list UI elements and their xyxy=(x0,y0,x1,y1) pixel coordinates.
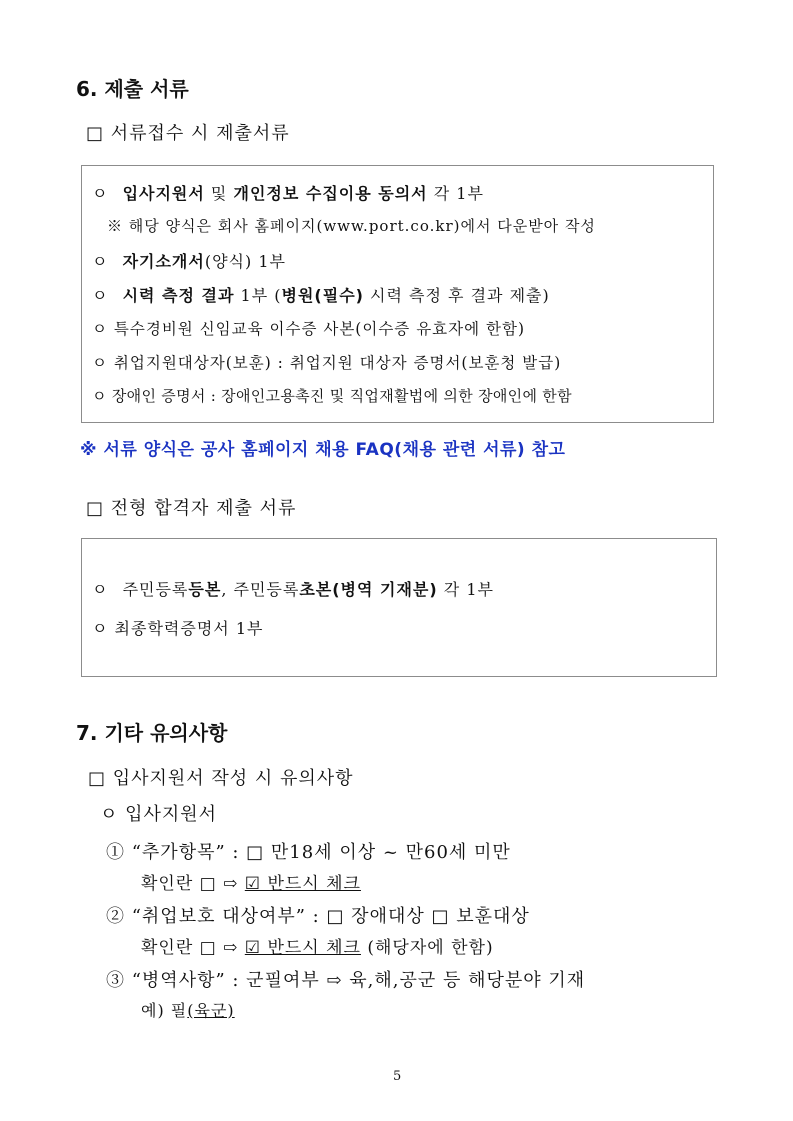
page-number: 5 xyxy=(393,1069,402,1084)
doc-item-disability: ㅇ 장애인 증명서 : 장애인고용촉진 및 직업재활법에 의한 장애인에 한함 xyxy=(92,387,572,405)
text: 확인란 □ ⇨ xyxy=(141,874,245,894)
section-7-title: 7. 기타 유의사항 xyxy=(76,721,228,745)
doc-item-self-intro xyxy=(92,249,286,272)
note-2-line-2 xyxy=(141,933,494,958)
final-doc-item-education: ㅇ 최종학력증명서 1부 xyxy=(92,619,264,638)
note-3-line-2 xyxy=(141,998,235,1021)
text: (양식) 1부 xyxy=(204,252,286,271)
section-6-sub-1: □ 서류접수 시 제출서류 xyxy=(86,123,290,144)
text: 예) 필 xyxy=(141,1001,188,1020)
text: 주민등록 xyxy=(122,580,189,599)
doc-item-vision-test xyxy=(92,283,550,306)
text: , 주민등록 xyxy=(221,580,300,599)
bold-text: 등본 xyxy=(188,580,222,599)
text: 각 1부 xyxy=(437,580,494,599)
bullet: ㅇ xyxy=(92,252,109,271)
bold-text: 초본(병역 기재분) xyxy=(299,580,438,599)
bold-text: 자기소개서 xyxy=(122,252,205,271)
bold-text: 개인정보 수집이용 동의서 xyxy=(233,184,428,203)
doc-item-application xyxy=(92,181,484,204)
section-6-sub-2: □ 전형 합격자 제출 서류 xyxy=(86,498,297,519)
section-7-sub-1: □ 입사지원서 작성 시 유의사항 xyxy=(88,768,354,789)
underlined-text: (육군) xyxy=(187,1001,235,1020)
underlined-text: ☑ 반드시 체크 xyxy=(244,938,361,958)
doc-note: ※ 해당 양식은 회사 홈페이지(www.port.co.kr)에서 다운받아 작성 xyxy=(107,217,596,235)
doc-item-veteran: ㅇ 취업지원대상자(보훈) : 취업지원 대상자 증명서(보훈청 발급) xyxy=(92,354,562,372)
underlined-text: ☑ 반드시 체크 xyxy=(244,874,361,894)
text: 및 xyxy=(204,184,234,203)
bullet: ㅇ xyxy=(92,286,109,305)
bullet: ㅇ xyxy=(92,184,109,203)
doc-item-guard-certificate: ㅇ 특수경비원 신임교육 이수증 사본(이수증 유효자에 한함) xyxy=(92,320,526,338)
notice-text: ※ 서류 양식은 공사 홈페이지 채용 FAQ(채용 관련 서류) 참고 xyxy=(80,440,566,460)
note-1-line-1: ① “추가항목” : □ 만18세 이상 ~ 만60세 미만 xyxy=(106,842,511,863)
text: 1부 ( xyxy=(234,286,282,305)
note-1-line-2 xyxy=(141,869,361,894)
section-6-title: 6. 제출 서류 xyxy=(76,77,189,101)
bullet: ㅇ xyxy=(92,580,109,599)
section-7-bullet: ㅇ 입사지원서 xyxy=(100,804,218,825)
final-documents-box xyxy=(81,538,717,677)
note-3-line-1: ③ “병역사항” : 군필여부 ⇨ 육,해,공군 등 해당분야 기재 xyxy=(106,970,586,991)
text: 각 1부 xyxy=(427,184,484,203)
text: (해당자에 한함) xyxy=(360,938,494,958)
bold-text: 입사지원서 xyxy=(122,184,205,203)
text: 시력 측정 후 결과 제출) xyxy=(363,286,550,305)
bold-text: 병원(필수) xyxy=(281,286,364,305)
final-doc-item-resident xyxy=(92,577,494,600)
note-2-line-1: ② “취업보호 대상여부” : □ 장애대상 □ 보훈대상 xyxy=(106,906,530,927)
text: 확인란 □ ⇨ xyxy=(141,938,245,958)
bold-text: 시력 측정 결과 xyxy=(122,286,235,305)
